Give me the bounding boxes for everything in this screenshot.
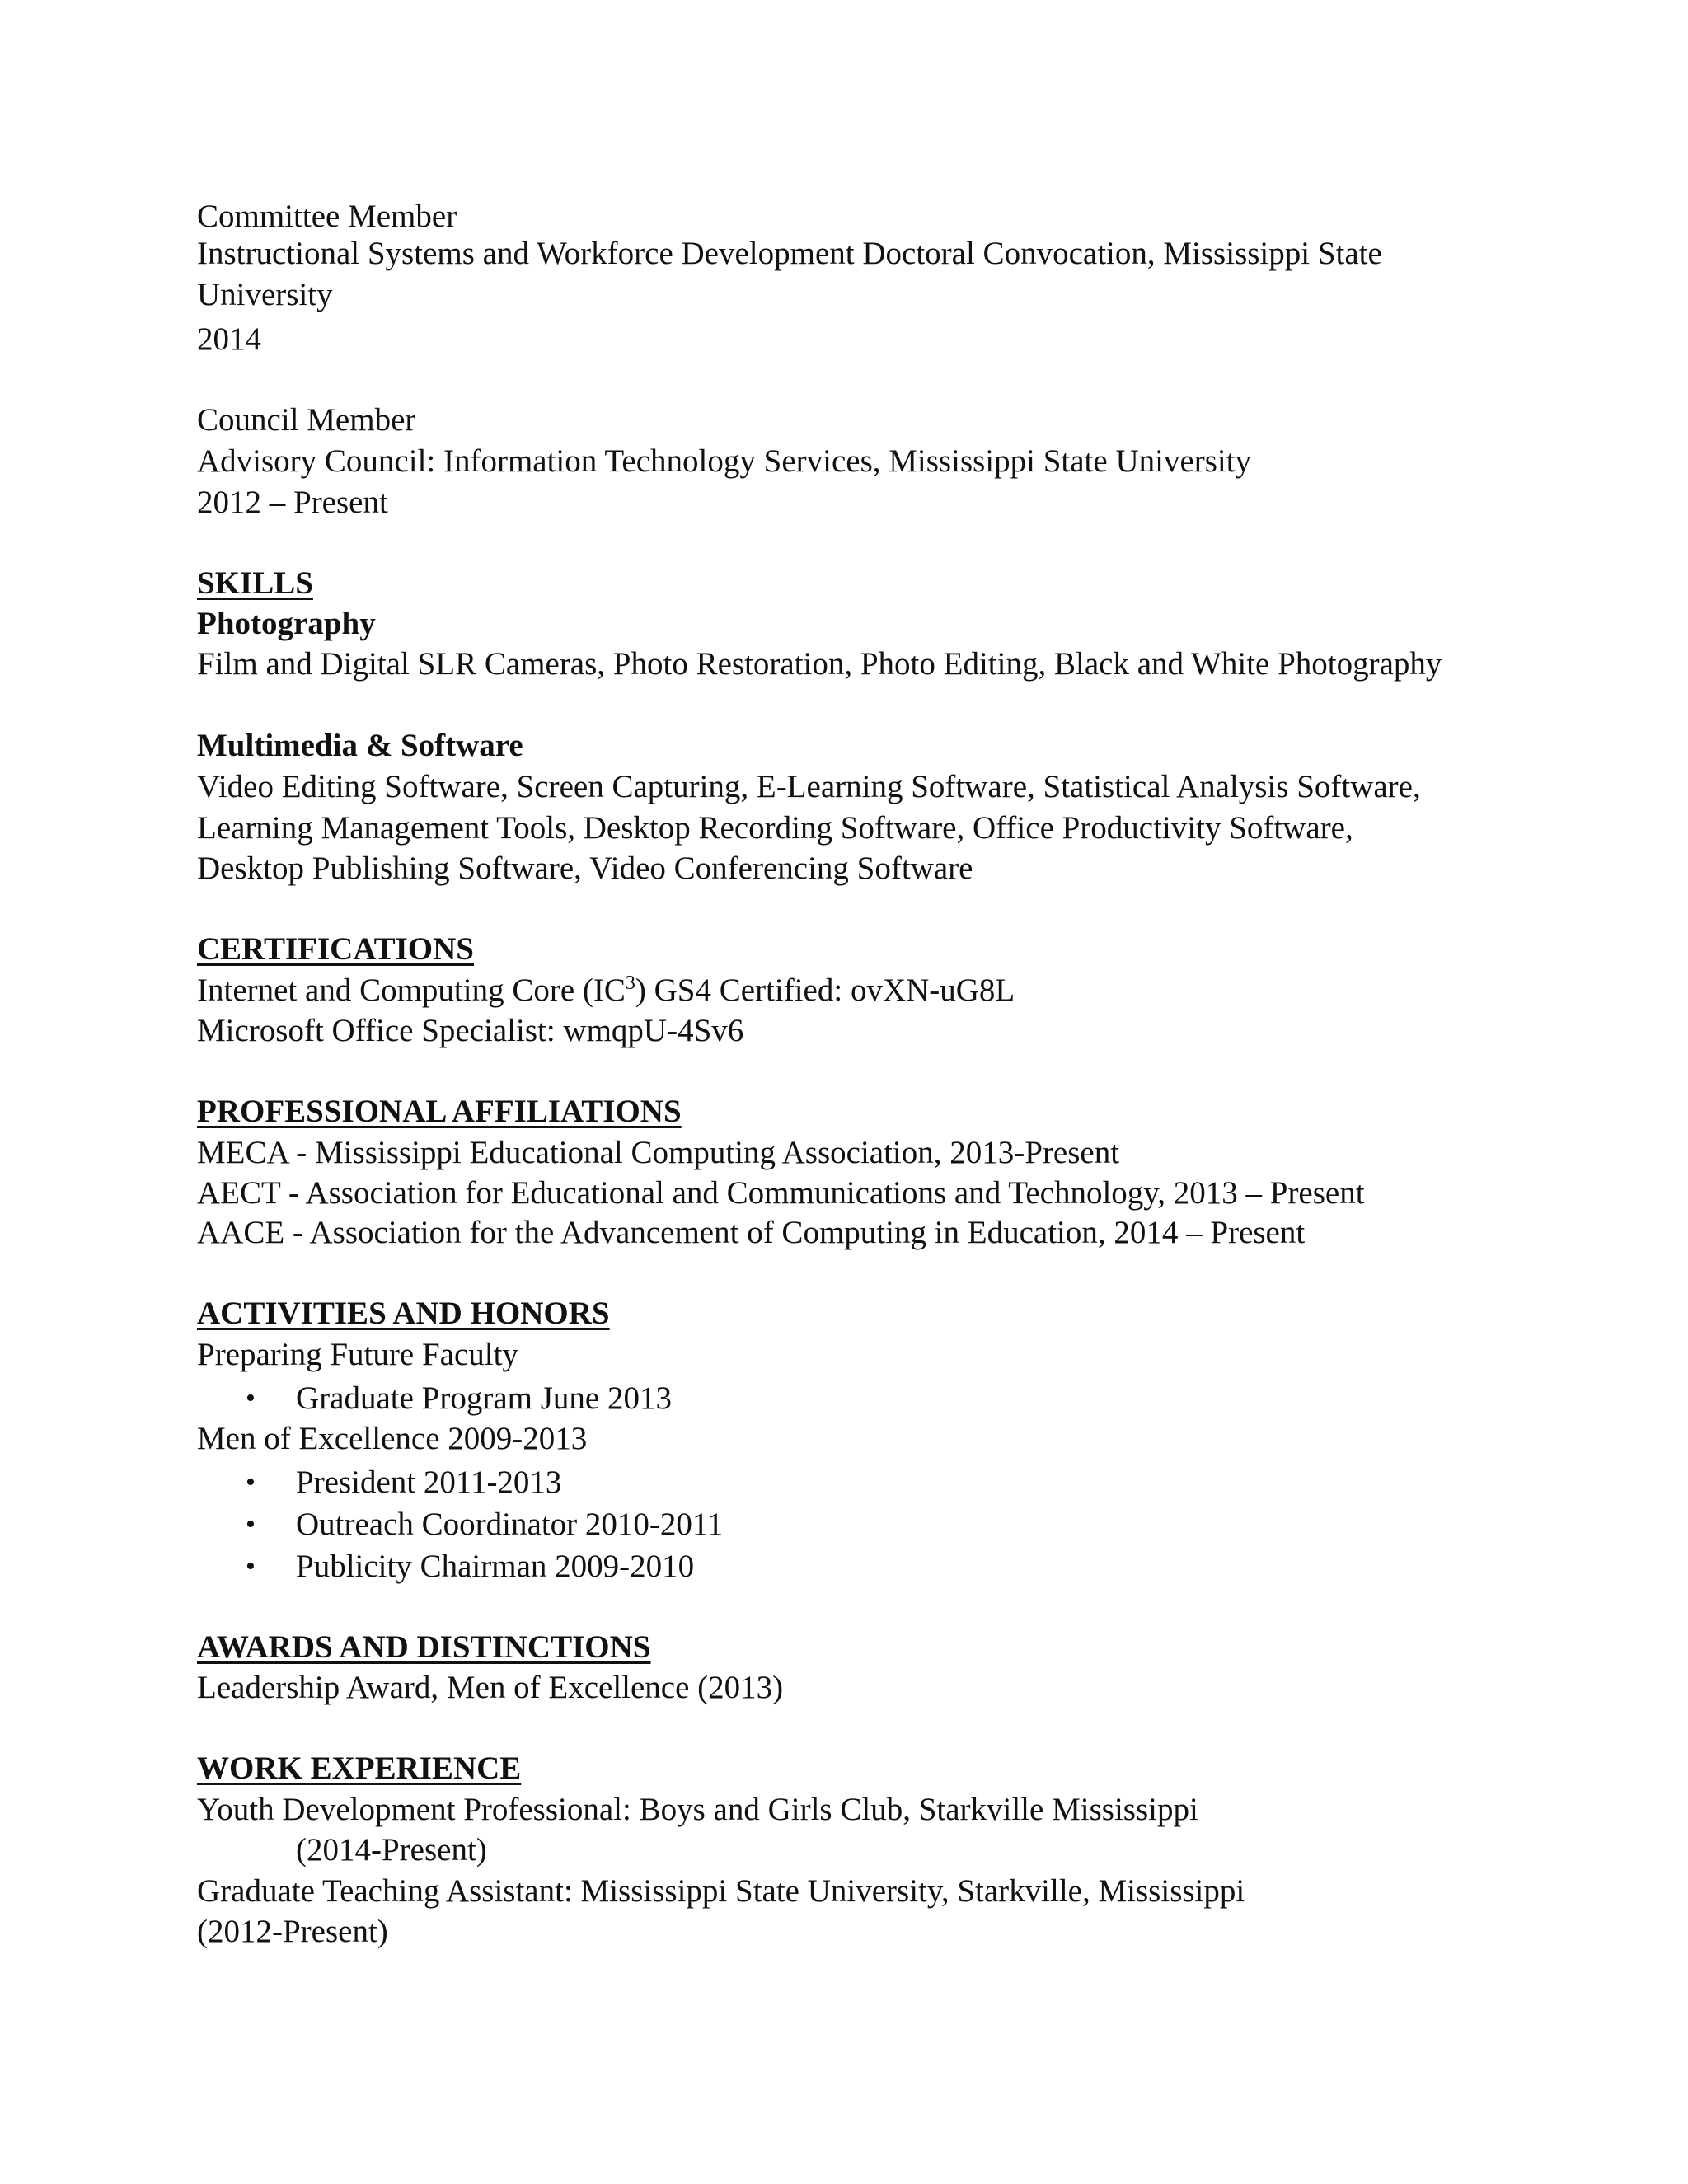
certifications-heading: CERTIFICATIONS — [197, 931, 474, 967]
service-role: Committee Member — [197, 199, 457, 234]
bullet-icon: • — [246, 1383, 256, 1413]
affiliation-item: AACE - Association for the Advancement of Computing in Education, 2014 – Present — [197, 1215, 1306, 1250]
awards-heading: AWARDS AND DISTINCTIONS — [197, 1629, 651, 1665]
skills-heading: SKILLS — [197, 565, 313, 601]
job-title: Youth Development Professional: Boys and Girls Club, Starkville Mississippi — [197, 1792, 1198, 1827]
job-title: Graduate Teaching Assistant: Mississippi State University, Starkville, Mississippi — [197, 1873, 1245, 1909]
activity-group-title: Preparing Future Faculty — [197, 1337, 518, 1372]
activities-heading: ACTIVITIES AND HONORS — [197, 1296, 610, 1331]
service-role: Council Member — [197, 402, 416, 438]
award-item: Leadership Award, Men of Excellence (2013) — [197, 1670, 784, 1705]
certification-mos: Microsoft Office Specialist: wmqpU-4Sv6 — [197, 1013, 744, 1048]
certification-ic3-prefix: Internet and Computing Core (IC — [197, 972, 626, 1008]
bullet-icon: • — [246, 1551, 256, 1582]
service-years: 2012 – Present — [197, 485, 388, 520]
certification-ic3 — [197, 974, 1015, 1006]
affiliation-item: MECA - Mississippi Educational Computing Association, 2013-Present — [197, 1135, 1120, 1170]
multimedia-text-line: Desktop Publishing Software, Video Conferencing Software — [197, 851, 973, 886]
job-years: (2014-Present) — [296, 1832, 487, 1868]
service-years: 2014 — [197, 321, 261, 357]
certification-ic3-superscript: 3 — [625, 972, 635, 994]
activity-group-title: Men of Excellence 2009-2013 — [197, 1421, 588, 1456]
job-years: (2012-Present) — [197, 1914, 388, 1949]
bullet-icon: • — [246, 1467, 256, 1497]
affiliations-heading: PROFESSIONAL AFFILIATIONS — [197, 1094, 682, 1129]
multimedia-title: Multimedia & Software — [197, 728, 523, 763]
activity-item: Graduate Program June 2013 — [296, 1380, 672, 1416]
certification-ic3-suffix: ) GS4 Certified: ovXN-uG8L — [635, 972, 1015, 1008]
multimedia-text-line: Video Editing Software, Screen Capturing, E-Learning Software, Statistical Analysis Software, — [197, 769, 1421, 804]
multimedia-text-line: Learning Management Tools, Desktop Recording Software, Office Productivity Software, — [197, 810, 1353, 846]
activity-item: President 2011-2013 — [296, 1465, 562, 1500]
photography-title: Photography — [197, 606, 376, 641]
work-heading: WORK EXPERIENCE — [197, 1750, 522, 1786]
activity-item: Outreach Coordinator 2010-2011 — [296, 1507, 724, 1542]
service-body: Advisory Council: Information Technology Services, Mississippi State University — [197, 443, 1252, 479]
activity-item: Publicity Chairman 2009-2010 — [296, 1549, 695, 1584]
affiliation-item: AECT - Association for Educational and Communications and Technology, 2013 – Present — [197, 1175, 1365, 1211]
bullet-icon: • — [246, 1509, 256, 1540]
photography-text: Film and Digital SLR Cameras, Photo Restoration, Photo Editing, Black and White Photography — [197, 646, 1442, 682]
service-body: Instructional Systems and Workforce Development Doctoral Convocation, Mississippi State University — [197, 236, 1382, 312]
